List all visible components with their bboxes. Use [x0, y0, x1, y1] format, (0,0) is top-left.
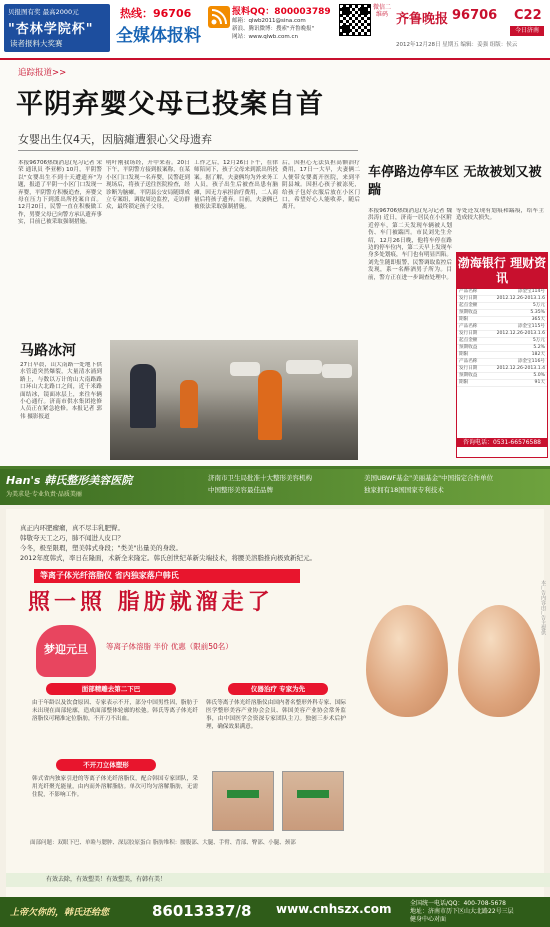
- bank-cell-value: 2012.12.26-2013.1.6: [496, 296, 545, 301]
- report-line: 网站：www.qlwb.com.cn: [232, 34, 299, 40]
- ad-headline-bar: 等离子体光纤溶脂仪 省内独家落户韩氏: [34, 569, 300, 583]
- qr-code[interactable]: [339, 4, 371, 36]
- article-headline: 平阴弃婴父母已投案自首: [16, 89, 324, 120]
- bank-ad[interactable]: [456, 252, 548, 458]
- egg-image: [458, 605, 540, 717]
- photo-story-title: 马路冰河: [20, 343, 76, 359]
- side-article-text: 等处还发现有划痕和踹痕，给车主造成较大损失。: [456, 208, 544, 222]
- article-column: 明叶刚我场经，开中来着。20日下午，平阴警方接到报案称，在某小区门口发现一名弃婴，民警赶到现场后，将孩子送往医院检查，经诊断为脑瘫。平阴县公安局随即成立专案组，调取周边监控，走访群众，最终锁定孩子父母。: [106, 160, 190, 211]
- bank-cell-value: 91天: [534, 380, 545, 385]
- bank-cell-value: 添金宝115号: [517, 324, 545, 329]
- footer-address: [410, 900, 514, 924]
- side-article-text: 本报96706热线消息(见习记者 魏洪涛) 近日，济南一居民在小区附近停车，第二天发现车辆被人划伤、车门被踹凹。市民刘先生介绍，12月26日晚，他将车停在路边的停车位内，第二天早上发现车身多处划痕，车门也有明显凹陷。刘先生随即报警，民警调取监控后发现，系一名醉酒男子所为。目前，警方正在进一步调查处理中。: [368, 208, 452, 281]
- page-number: C22: [514, 8, 542, 23]
- ad-badge: 美国UBWF基金"美丽基金"中国指定合作单位: [364, 474, 494, 482]
- bank-table-row: [457, 352, 547, 359]
- bank-table-row: [457, 380, 547, 387]
- ad-badge: 独家拥有18国国家专利技术: [364, 486, 444, 494]
- hotline-sub: 全媒体报料: [116, 26, 201, 46]
- ad-slogan: 为美求是·专业负责·品质美丽: [6, 491, 82, 498]
- bank-table-row: [457, 338, 547, 345]
- bank-cell-label: 起点金额: [459, 303, 478, 308]
- box-text: 由于年龄以及饮食原因、专家表示不开，部分中国男性因，脂肪于未出现在面部轮廓，造成面部整体轮廓的松弛。韩氏等离子体光纤溶脂仪可精准定位脂肪，不开刀不出血。: [32, 700, 198, 722]
- address-line: 全国统一电话/QQ：400-708-5678: [410, 900, 506, 907]
- hotline-label: 热线：96706: [120, 7, 192, 20]
- masthead-title: 齐鲁晚报: [396, 12, 449, 27]
- bank-table-row: [457, 345, 547, 352]
- bank-cell-label: 预期收益: [459, 345, 478, 350]
- ad-footer: [0, 897, 550, 927]
- box-title: 不开刀立体塑形: [56, 759, 156, 771]
- bank-table-row: [457, 317, 547, 324]
- ad-body: [6, 509, 544, 923]
- bank-cell-label: 期限: [459, 380, 469, 385]
- footer-website[interactable]: www.cnhszx.com: [276, 902, 392, 916]
- ad-disclaimer: 本广告内容由广告主提供: [540, 580, 546, 635]
- newspaper-header: [0, 0, 550, 60]
- article-column: 后，因担心无法负担高额治疗费用，17日一大早，夫妻俩二人便带女婴离开医院，来到平阴县城。因担心孩子被冻死，给孩子包好衣服后放在小区门口，希望好心人能收养，随后离开。: [282, 160, 360, 211]
- side-headline: 车停路边停车区 无故被划又被踹: [368, 165, 542, 198]
- egg-image: [366, 605, 448, 717]
- box-text: 韩氏等离子体光纤溶脂仪由国内著名整形外科专家、国际医学整形美容产业协会会员、韩国美容产业协会常务监事，由中国医学会资深专家团队主刀。独创三步术后护理，确保效果满意。: [206, 700, 346, 730]
- bank-cell-value: 365天: [531, 317, 545, 322]
- worker-figure: [258, 370, 282, 440]
- gift-badge: 梦迎元旦: [36, 625, 96, 677]
- ad-banner: [0, 469, 550, 505]
- bank-cell-value: 5万元: [532, 303, 545, 308]
- bank-table-row: [457, 359, 547, 366]
- bank-table-row: [457, 331, 547, 338]
- bank-table-row: [457, 310, 547, 317]
- bank-phone: 咨询电话：0531-66576588: [457, 438, 547, 447]
- bank-cell-value: 添金宝114号: [517, 289, 545, 294]
- bank-cell-value: 5.35%: [530, 310, 545, 315]
- bank-cell-label: 预期收益: [459, 373, 478, 378]
- bank-cell-value: 5万元: [532, 338, 545, 343]
- after-face-photo: [282, 771, 344, 831]
- bank-cell-label: 产品名称: [459, 324, 478, 329]
- ad-intro-line: 2012年度韩式，率日在隆面，术新全来隆定。韩氏创世纪革新尖端技术，将腰美溶脂推向极致新纪元。: [20, 554, 317, 562]
- box-title: 仪器治疗 专家为先: [228, 683, 328, 695]
- ad-intro-line: 韩敬夸天工之巧，肺不闻进人皮口？: [20, 534, 124, 542]
- article-column: 工作之后，12月26日下午，在律师陪同下，孩子父母来到派出所投案。据了解，夫妻俩均为外来务工人员，孩子出生后被查出患有脑瘫，因无力承担治疗费用，二人商量后将孩子遗弃。目前，夫妻俩已被依法采取强制措施。: [194, 160, 278, 211]
- bank-cell-label: 产品名称: [459, 359, 478, 364]
- bank-cell-value: 5.0%: [533, 373, 545, 378]
- box-title: 面部精雕去第二下巴: [46, 683, 176, 695]
- bank-table: [457, 289, 547, 387]
- worker-figure: [130, 364, 156, 428]
- ad-intro-line: 真正内环肥瘤瘤，真不尽丰乳肥臀。: [20, 524, 124, 532]
- bank-table-row: [457, 289, 547, 296]
- promo-line-1: 贝报图有奖 最高2000元: [8, 8, 79, 16]
- report-line: 新浪、腾讯微博：搜索"齐鲁晚报": [232, 26, 315, 32]
- bank-cell-label: 起点金额: [459, 338, 478, 343]
- bank-cell-label: 发行日期: [459, 296, 478, 301]
- address-line: 健身中心对面: [410, 916, 447, 923]
- ad-big-slogan: 照一照 脂肪就溜走了: [28, 589, 274, 615]
- report-contacts: [232, 4, 336, 41]
- bank-table-row: [457, 366, 547, 373]
- dateline: 2012年12月28日 星期五 编辑：姜强 组版：侯云: [396, 42, 518, 48]
- bank-cell-label: 产品名称: [459, 289, 478, 294]
- masthead: [396, 4, 546, 34]
- footer-slogan: 上帝欠你的，韩氏还给您: [10, 908, 110, 918]
- rss-icon: [208, 6, 230, 28]
- bank-table-row: [457, 296, 547, 303]
- bank-cell-label: 期限: [459, 352, 469, 357]
- address-line: 地址：济南市历下区山大北路22号三层: [410, 908, 514, 915]
- bank-cell-label: 期限: [459, 317, 469, 322]
- bank-cell-label: 发行日期: [459, 331, 478, 336]
- hotline-block: [114, 3, 204, 53]
- worker-figure: [180, 380, 198, 428]
- car-shape: [286, 360, 322, 374]
- ad-indications: 面部问题：双眼下巴、单睑与腮肿、深层胶原蛋白 脂肪堆积：腰腹部、大腿、手臂、背部、臀部、小腿、颈部: [30, 840, 296, 846]
- photo-caption: 27日早晨，山大南路一处地下供水管道突然爆裂，大量清水涌到路上，与数以万计的山大南路路口环山大北路口之间，近千米路面结冰，镜面冰层上，来往车辆小心通行。济南市供水集团抢修人员正在紧急抢修。本报记者 郭伟 摄影报道: [20, 362, 102, 420]
- wechat-label: 微信二维码: [372, 4, 391, 18]
- bank-table-row: [457, 373, 547, 380]
- bank-table-row: [457, 324, 547, 331]
- divider: [18, 150, 358, 151]
- ad-intro-line: 今冬，极至限瑕，塑美韩式身段；"类美"出量美的身段。: [20, 544, 182, 552]
- promo-line-2: "杏林学院杯": [8, 22, 94, 37]
- bank-cell-value: 2012.12.26-2013.1.4: [496, 366, 545, 371]
- hospital-ad[interactable]: [0, 466, 550, 927]
- bank-cell-label: 预期收益: [459, 310, 478, 315]
- report-line: 邮箱：qlwb2011@sina.com: [232, 18, 306, 24]
- bank-title: 渤海银行 理财资讯: [457, 253, 547, 289]
- ad-badge: 济南市卫生局批准十大整形美容机构: [208, 474, 312, 482]
- section-label: 今日济南: [510, 26, 544, 36]
- section-tag: 追踪报道>>: [18, 68, 67, 78]
- bank-cell-value: 5.2%: [533, 345, 545, 350]
- article-column: 本报96706热线消息(见习记者 宋荣 通讯员 李亚彬) 10月，平阴警以"女婴出生不到十天遭遗弃"为题，报道了平阴一小区门口发现一弃婴，平阴警方积极追查，弃婴父母在压力下到派出所投案自首。12月20日，民警一直在积极做工作，男婴父母已向警方承认遗弃事实，目前已被采取强制措施。: [18, 160, 102, 226]
- car-shape: [322, 364, 352, 378]
- ad-badge: 中国整形美容最佳品牌: [208, 486, 273, 494]
- ad-promo: 等离子体溶脂 半价 优惠（限前50名）: [106, 642, 233, 651]
- ad-brand: Han's 韩氏整形美容医院: [6, 474, 133, 487]
- header-promo-ad[interactable]: [4, 4, 110, 52]
- news-photo[interactable]: [110, 340, 358, 460]
- car-shape: [230, 362, 260, 376]
- bank-cell-label: 发行日期: [459, 366, 478, 371]
- bank-cell-value: 添金宝116号: [517, 359, 545, 364]
- masthead-hotline: 96706: [452, 8, 498, 23]
- ad-mid-banner: 有效去除，有效塑美！有效塑美，有韩有美！: [6, 873, 550, 887]
- box-text: 韩式省内独家引进的等离子体光纤溶脂仪，配合韩国专家团队，采用光纤聚光能量，由内而外溶解脂肪。单次可均匀溶解脂肪，无需住院，不影响工作。: [32, 776, 198, 798]
- article-subhead: 女婴出生仅4天，因脑瘫遭狠心父母遗弃: [18, 133, 212, 146]
- footer-phone[interactable]: 86013337/8: [152, 902, 252, 920]
- before-face-photo: [212, 771, 274, 831]
- report-qq: 报料QQ：800003789: [232, 7, 331, 17]
- bank-cell-value: 2012.12.26-2013.1.6: [496, 331, 545, 336]
- promo-line-3: 读者报料大奖赛: [10, 39, 63, 48]
- bank-cell-value: 182天: [531, 352, 545, 357]
- bank-table-row: [457, 303, 547, 310]
